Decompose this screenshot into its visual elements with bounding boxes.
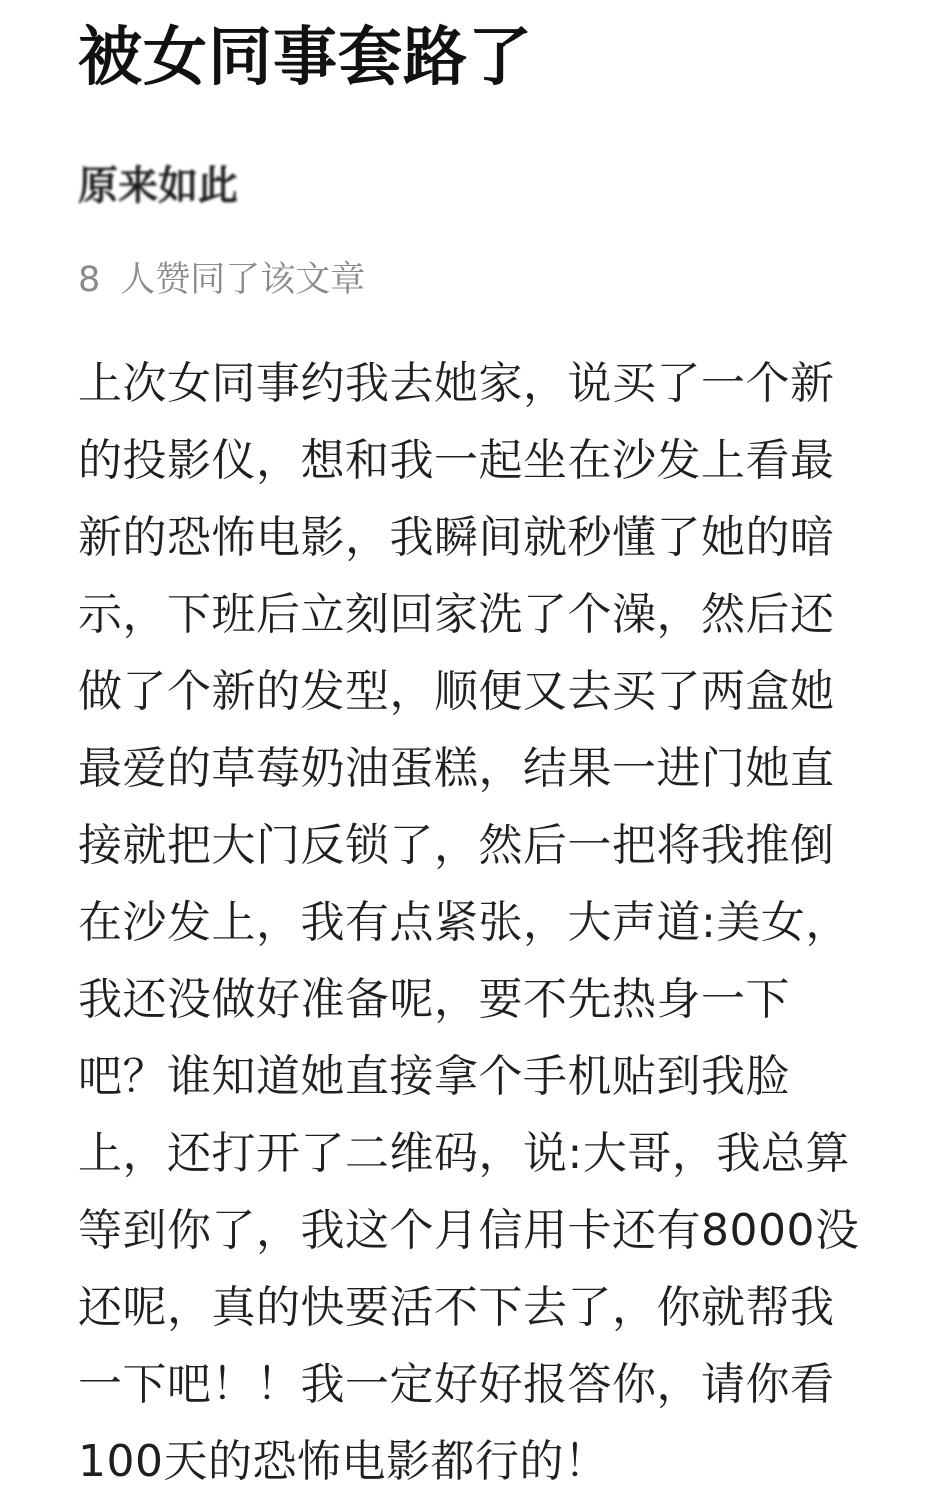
article-body <box>78 345 908 1500</box>
body-line: 上次女同事约我去她家，说买了一个新 <box>78 358 835 409</box>
body-line: 还呢，真的快要活不下去了，你就帮我 <box>78 1282 835 1333</box>
article-title: 被女同事套路了 <box>78 21 533 95</box>
body-line: 上，还打开了二维码，说:大哥，我总算 <box>78 1128 850 1179</box>
body-line: 在沙发上，我有点紧张，大声道:美女， <box>78 897 850 948</box>
body-line: 等到你了，我这个月信用卡还有8000没 <box>78 1205 860 1256</box>
body-line: 接就把大门反锁了，然后一把将我推倒 <box>78 820 835 871</box>
body-line: 我还没做好准备呢，要不先热身一下 <box>78 974 790 1025</box>
likes-count: 8 <box>78 260 101 300</box>
body-line: 的投影仪，想和我一起坐在沙发上看最 <box>78 435 835 486</box>
body-line: 一下吧！！我一定好好报答你，请你看 <box>78 1359 835 1410</box>
body-line: 做了个新的发型，顺便又去买了两盒她 <box>78 666 835 717</box>
body-line: 示，下班后立刻回家洗了个澡，然后还 <box>78 589 835 640</box>
likes-label: 人赞同了该文章 <box>120 260 366 300</box>
body-line: 吧？谁知道她直接拿个手机贴到我脸 <box>78 1051 790 1102</box>
likes-summary <box>78 256 365 304</box>
body-line: 100天的恐怖电影都行的！ <box>78 1436 609 1487</box>
body-line: 新的恐怖电影，我瞬间就秒懂了她的暗 <box>78 512 835 563</box>
body-line: 最爱的草莓奶油蛋糕，结果一进门她直 <box>78 743 835 794</box>
author-name[interactable]: 原来如此 <box>78 163 238 209</box>
author-row[interactable] <box>78 160 238 212</box>
